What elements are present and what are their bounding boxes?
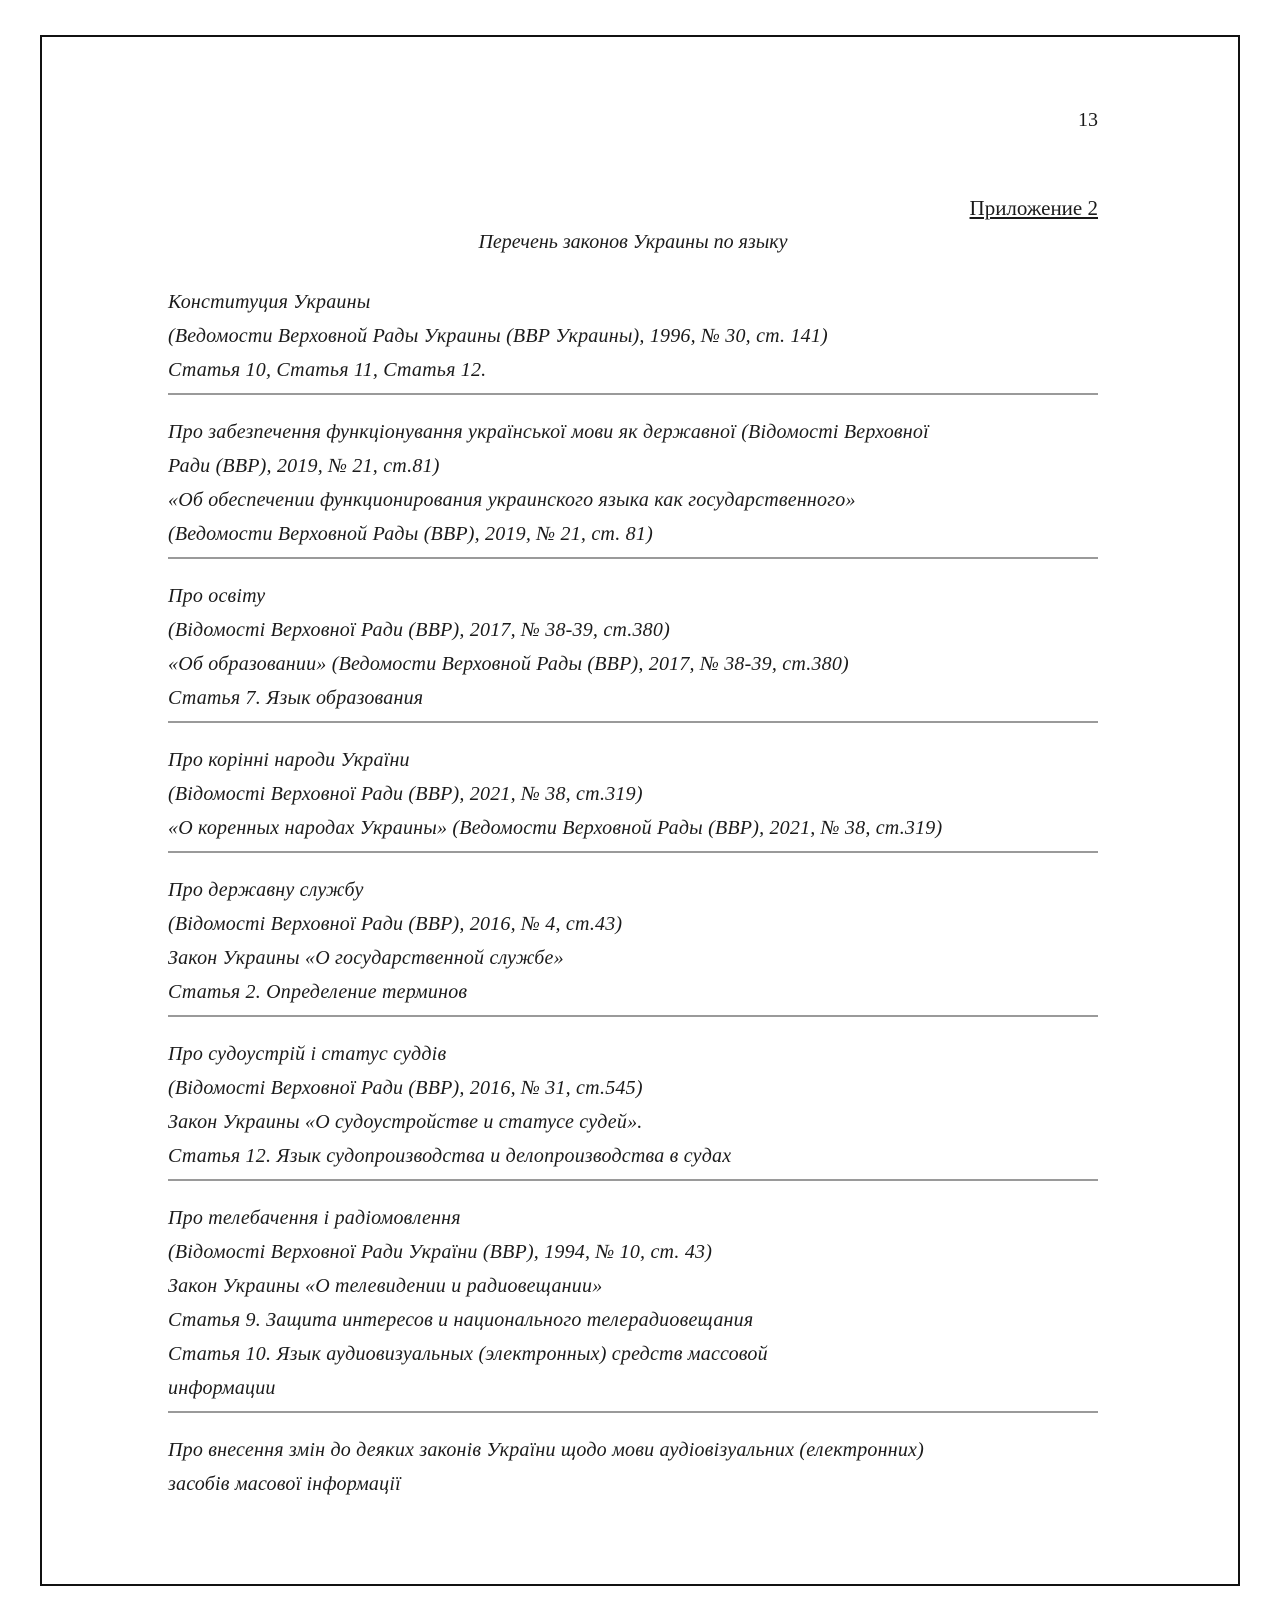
doc-line: засобів масової інформації <box>168 1473 401 1495</box>
page-number: 13 <box>1078 109 1098 131</box>
section-divider <box>168 851 1098 853</box>
doc-line: (Відомості Верховної Ради (ВВР), 2021, № 38, ст.319) <box>168 783 643 805</box>
doc-line: Ради (ВВР), 2019, № 21, ст.81) <box>168 455 440 477</box>
doc-line: Статья 9. Защита интересов и национального телерадиовещания <box>168 1309 754 1331</box>
doc-line: Про корінні народи України <box>168 749 410 771</box>
doc-line: Статья 12. Язык судопроизводства и делопроизводства в судах <box>168 1145 732 1167</box>
doc-line: Статья 10, Статья 11, Статья 12. <box>168 359 487 381</box>
doc-line: (Відомості Верховної Ради України (ВВР), 1994, № 10, ст. 43) <box>168 1241 713 1263</box>
section-divider <box>168 1411 1098 1413</box>
law-section-indigenous-peoples <box>168 743 1098 845</box>
doc-line: (Відомості Верховної Ради (ВВР), 2016, № 31, ст.545) <box>168 1077 643 1099</box>
doc-line: (Відомості Верховної Ради (ВВР), 2016, № 4, ст.43) <box>168 913 623 935</box>
doc-line: (Ведомости Верховной Рады (ВВР), 2019, № 21, ст. 81) <box>168 523 653 545</box>
section-divider <box>168 1179 1098 1181</box>
doc-line: «Об обеспечении функционирования украинского языка как государственного» <box>168 489 856 511</box>
doc-line: Про судоустрій і статус суддів <box>168 1043 447 1065</box>
law-section-state-language <box>168 415 1098 551</box>
doc-line: Статья 10. Язык аудиовизуальных (электронных) средств массовой <box>168 1343 768 1365</box>
doc-line: «О коренных народах Украины» (Ведомости Верховной Рады (ВВР), 2021, № 38, ст.319) <box>168 817 943 839</box>
doc-line: (Відомості Верховної Ради (ВВР), 2017, № 38-39, ст.380) <box>168 619 670 641</box>
doc-line: Про телебачення і радіомовлення <box>168 1207 461 1229</box>
section-divider <box>168 1015 1098 1017</box>
doc-line: Про внесення змін до деяких законів України щодо мови аудіовізуальних (електронних) <box>168 1439 924 1461</box>
section-divider <box>168 721 1098 723</box>
doc-line: Конституция Украины <box>168 291 371 313</box>
doc-line: Закон Украины «О телевидении и радиовещании» <box>168 1275 603 1297</box>
law-section-civil-service <box>168 873 1098 1009</box>
doc-line: информации <box>168 1377 276 1399</box>
doc-line: «Об образовании» (Ведомости Верховной Рады (ВВР), 2017, № 38-39, ст.380) <box>168 653 849 675</box>
law-section-judiciary <box>168 1037 1098 1173</box>
doc-line: Статья 7. Язык образования <box>168 687 424 709</box>
section-divider <box>168 557 1098 559</box>
doc-line: Статья 2. Определение терминов <box>168 981 468 1003</box>
doc-line: Про державну службу <box>168 879 364 901</box>
doc-line: Закон Украины «О государственной службе» <box>168 947 564 969</box>
section-divider <box>168 393 1098 395</box>
document-title: Перечень законов Украины по языку <box>478 231 788 253</box>
doc-line: Про освіту <box>168 585 266 607</box>
document-page <box>40 35 1240 1586</box>
law-section-education <box>168 579 1098 715</box>
law-section-television-radio <box>168 1201 1098 1405</box>
doc-line: Закон Украины «О судоустройстве и статусе судей». <box>168 1111 643 1133</box>
doc-line: (Ведомости Верховной Рады Украины (ВВР Украины), 1996, № 30, ст. 141) <box>168 325 828 347</box>
appendix-label: Приложение 2 <box>969 196 1098 220</box>
doc-line: Про забезпечення функціонування української мови як державної (Відомості Верховної <box>168 421 929 443</box>
law-list <box>168 285 1098 1501</box>
law-section-constitution <box>168 285 1098 387</box>
page-content <box>42 103 1238 1501</box>
law-section-audiovisual-media-amendments <box>168 1433 1098 1501</box>
